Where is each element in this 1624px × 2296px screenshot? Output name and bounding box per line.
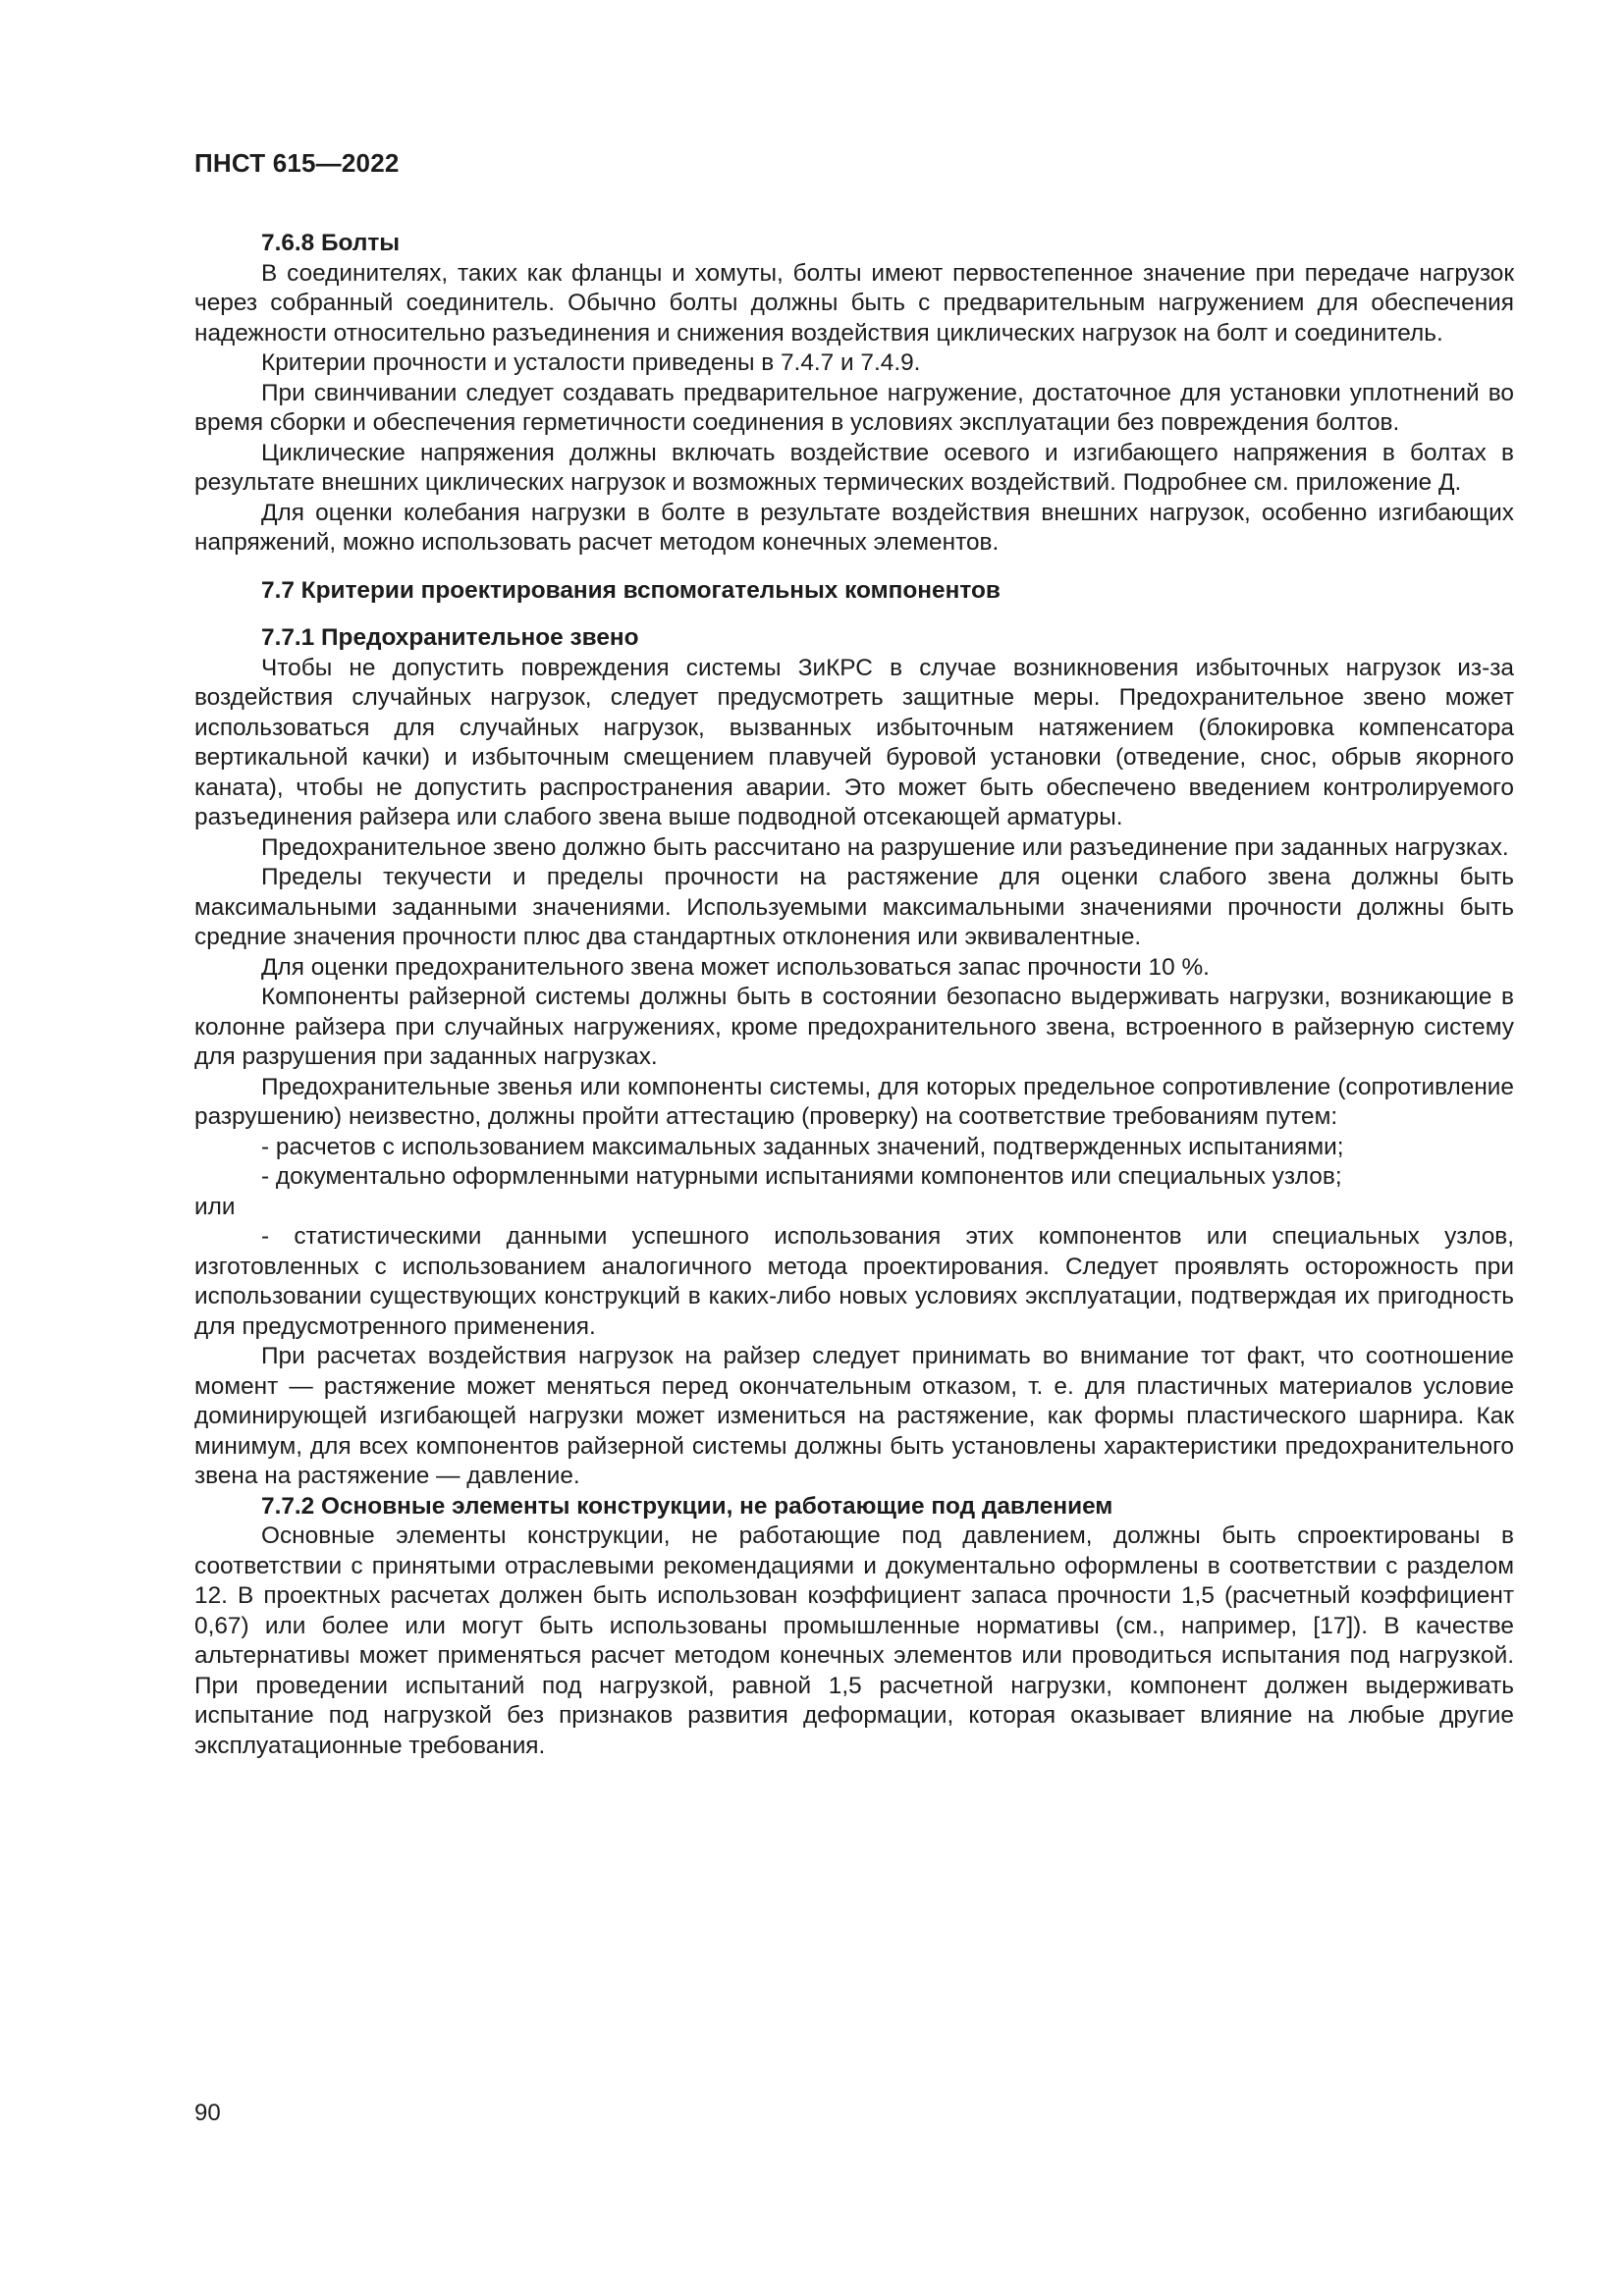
paragraph: Предохранительное звено должно быть рассчитано на разрушение или разъединение при заданных нагрузках. bbox=[261, 833, 1509, 861]
paragraph: При свинчивании следует создавать предварительное нагружение, достаточное для установки уплотнений во время сборки и обеспечения герметичности соединения в условиях эксплуатации без повреждения болтов. bbox=[194, 379, 1514, 436]
list-item: - статистическими данными успешного использования этих компонентов или специальных узлов, изготовленных с использованием аналогичного метода проектирования. Следует проявлять осторожность при использовании существующих конструкций в каких-либо новых условиях эксплуатации, подтверждая их пригодность для предусмотренного применения. bbox=[194, 1223, 1514, 1340]
paragraph: Циклические напряжения должны включать воздействие осевого и изгибающего напряжения в болтах в результате внешних циклических нагрузок и возможных термических воздействий. Подробнее см. приложение Д. bbox=[194, 439, 1514, 496]
document-code-header: ПНСТ 615—2022 bbox=[194, 148, 400, 178]
conjunction-text: или bbox=[194, 1193, 236, 1220]
paragraph: Для оценки предохранительного звена может использоваться запас прочности 10 %. bbox=[261, 953, 1210, 981]
paragraph: Компоненты райзерной системы должны быть в состоянии безопасно выдерживать нагрузки, возникающие в колонне райзера при случайных нагружениях, кроме предохранительного звена, встроенного в райзерную систему для разрушения при заданных нагрузках. bbox=[194, 984, 1514, 1070]
heading-7-7-1: 7.7.1 Предохранительное звено bbox=[261, 624, 639, 651]
heading-7-7: 7.7 Критерии проектирования вспомогательных компонентов bbox=[261, 576, 1001, 604]
heading-7-7-2: 7.7.2 Основные элементы конструкции, не работающие под давлением bbox=[261, 1492, 1113, 1520]
list-item: - документально оформленными натурными испытаниями компонентов или специальных узлов; bbox=[261, 1163, 1342, 1190]
paragraph: Чтобы не допустить повреждения системы ЗиКРС в случае возникновения избыточных нагрузок из-за воздействия случайных нагрузок, следует предусмотреть защитные меры. Предохранительное звено может использоваться для случайных нагрузок, вызванных избыточным натяжением (блокировка компенсатора вертикальной качки) и избыточным смещением плавучей буровой установки (отведение, снос, обрыв якорного каната), чтобы не допустить распространения аварии. Это может быть обеспечено введением контролируемого разъединения райзера или слабого звена выше подводной отсекающей арматуры. bbox=[194, 654, 1514, 830]
page-number: 90 bbox=[194, 2100, 221, 2126]
paragraph: Критерии прочности и усталости приведены в 7.4.7 и 7.4.9. bbox=[261, 349, 921, 376]
list-item: - расчетов с использованием максимальных заданных значений, подтвержденных испытаниями; bbox=[261, 1133, 1344, 1160]
paragraph: Предохранительные звенья или компоненты системы, для которых предельное сопротивление (сопротивление разрушению) неизвестно, должны пройти аттестацию (проверку) на соответствие требованиям путем: bbox=[194, 1073, 1514, 1130]
heading-7-6-8: 7.6.8 Болты bbox=[261, 230, 401, 256]
paragraph: В соединителях, таких как фланцы и хомуты, болты имеют первостепенное значение при передаче нагрузок через собранный соединитель. Обычно болты должны быть с предварительным нагружением для обеспечения надежности относительно разъединения и снижения воздействия циклических нагрузок на болт и соединитель. bbox=[194, 259, 1514, 347]
document-body bbox=[194, 229, 1514, 1761]
paragraph: Основные элементы конструкции, не работающие под давлением, должны быть спроектированы в соответствии с принятыми отраслевыми рекомендациями и документально оформлены в соответствии с разделом 12. В проектных расчетах должен быть использован коэффициент запаса прочности 1,5 (расчетный коэффициент 0,67) или более или могут быть использованы промышленные нормативы (см., например, [17]). В качестве альтернативы может применяться расчет методом конечных элементов или проводиться испытания под нагрузкой. При проведении испытаний под нагрузкой, равной 1,5 расчетной нагрузки, компонент должен выдерживать испытание под нагрузкой без признаков развития деформации, которая оказывает влияние на любые другие эксплуатационные требования. bbox=[194, 1522, 1514, 1759]
paragraph: Для оценки колебания нагрузки в болте в результате воздействия внешних нагрузок, особенно изгибающих напряжений, можно использовать расчет методом конечных элементов. bbox=[194, 499, 1514, 556]
paragraph: При расчетах воздействия нагрузок на райзер следует принимать во внимание тот факт, что соотношение момент — растяжение может меняться перед окончательным отказом, т. е. для пластичных материалов условие доминирующей изгибающей нагрузки может измениться на растяжение, как формы пластического шарнира. Как минимум, для всех компонентов райзерной системы должны быть установлены характеристики предохранительного звена на растяжение — давление. bbox=[194, 1343, 1514, 1489]
paragraph: Пределы текучести и пределы прочности на растяжение для оценки слабого звена должны быть максимальными заданными значениями. Используемыми максимальными значениями прочности должны быть средние значения прочности плюс два стандартных отклонения или эквивалентные. bbox=[194, 864, 1514, 950]
